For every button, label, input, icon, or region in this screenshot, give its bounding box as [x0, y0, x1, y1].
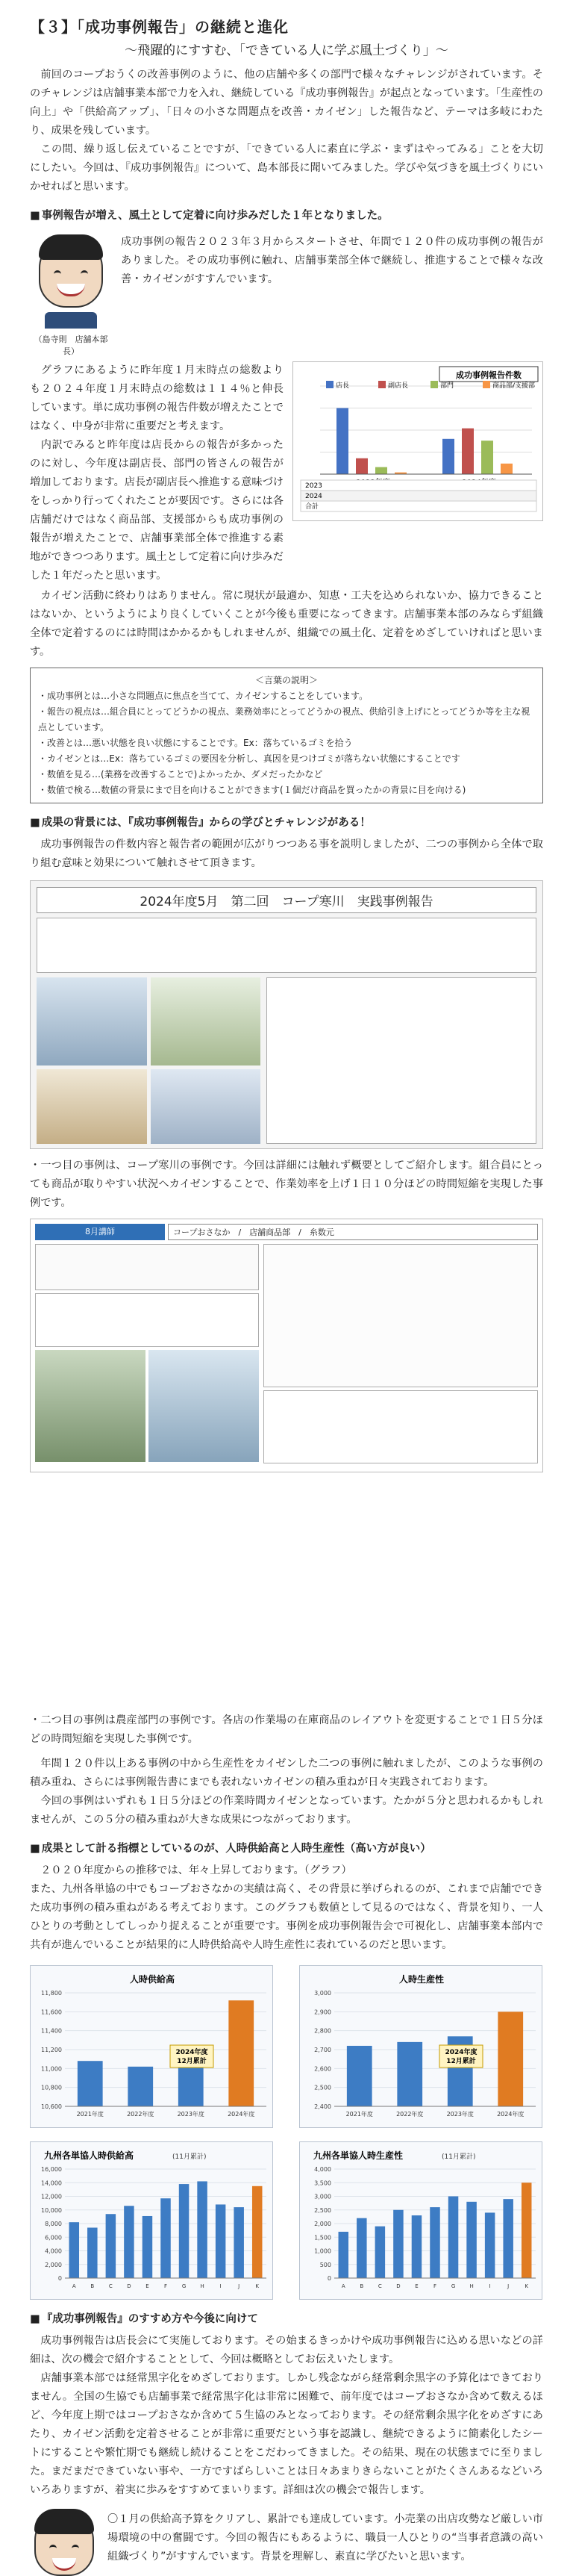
chart-bar — [336, 408, 348, 475]
kyushu-sales-per-hour-chart — [30, 2141, 273, 2300]
y-tick-label: 11,000 — [41, 2065, 62, 2073]
manager-name: （島寺則 店舗本部長） — [34, 335, 108, 356]
x-tick-label: G — [451, 2283, 456, 2289]
case-sheet-steps — [35, 1293, 259, 1347]
chart-title: 人時生産性 — [399, 1974, 445, 1985]
table-row-label: 合計 — [305, 503, 319, 511]
case-sheet-results — [263, 1244, 538, 1387]
section1-text-3: 内訳でみると昨年度は店長からの報告が多かったのに対し、今年度は副店長、部門の皆さんの報告が増加しております。店長が副店長へ推進する意味づけをしっかり行ってくれたことが要因です。さらには各店舗だけではなく商品部、支援部からも成功事例の報告が増えたことで、店舗事業部全体で推進する素地ができつつあります。風土として定着に向け歩みだした１年だったと思います。 — [30, 439, 284, 582]
y-tick-label: 4,000 — [45, 2247, 62, 2255]
glossary-line: ・数値を見る…(業務を改善することで)よかったか、ダメだったかなど — [38, 769, 323, 780]
x-tick-label: F — [163, 2283, 168, 2289]
chart-bar — [234, 2207, 244, 2278]
chart-bar — [498, 2012, 523, 2106]
report-photo-grid — [37, 977, 260, 1144]
legend-label: 店長 — [336, 382, 350, 390]
x-tick-label: D — [127, 2283, 131, 2289]
x-tick-label: H — [200, 2283, 204, 2289]
section1-text-4: カイゼン活動に終わりはありません。常に現状が最適か、知恵・工夫を込められないか、協力できることはないか、というようにより良くしていくことが今後も重要になってきます。店舗事業本部のみならず組織全体で定着するのには時間はかかるかもしれませんが、組織での風土化、定着をめざしていければと思います。 — [30, 590, 543, 658]
chart-bar — [347, 2046, 372, 2106]
chart-bar — [128, 2067, 153, 2106]
manager-face-illustration — [39, 236, 103, 308]
y-tick-label: 2,000 — [45, 2261, 62, 2268]
closing-note — [30, 2510, 543, 2576]
y-tick-label: 11,200 — [41, 2047, 62, 2053]
case-sheet-left — [35, 1244, 259, 1463]
case-sheet-numbers — [263, 1390, 538, 1463]
section1-left-text — [30, 361, 284, 585]
section3-heading-text: 成果として計る指標としているのが、人時供給高と人時生産性（高い方が良い） — [41, 1843, 431, 1855]
x-tick-label: 2024年度 — [497, 2111, 525, 2118]
store-photo-2 — [151, 977, 261, 1065]
x-tick-label: E — [415, 2283, 419, 2289]
x-tick-label: C — [108, 2283, 113, 2289]
chart-bar — [412, 2215, 422, 2278]
chart-bar — [522, 2183, 532, 2278]
y-tick-label: 10,800 — [41, 2084, 62, 2091]
section1-heading-text: 事例報告が増え、風土として定着に向け歩みだした１年となりました。 — [41, 210, 389, 222]
chart-bar — [178, 2065, 204, 2106]
y-tick-label: 6,000 — [45, 2234, 62, 2241]
annotation-text: 2024年度 — [445, 2049, 478, 2056]
glossary-line: ・報告の視点は…組合員にとってどうかの視点、業務効率にとってどうかの視点、供給引き上げにとってどうか等を主な視点としています。 — [38, 706, 530, 732]
x-tick-label: 2023年度 — [446, 2111, 474, 2118]
y-tick-label: 2,500 — [314, 2084, 331, 2091]
x-tick-label: I — [489, 2283, 491, 2289]
case-sheet-overview — [35, 1244, 259, 1290]
legend-swatch — [378, 381, 386, 388]
closing-text: 〇１月の供給高予算をクリアし、累計でも達成しています。小売業の出店攻勢など厳しい市場環境の中の奮闘です。今回の報告にもあるように、職員一人ひとりの“当事者意識の高い組織づくり”がすすんでいます。背景を理解し、素直に学びたいと思います。 — [107, 2513, 543, 2563]
y-tick-label: 2,500 — [314, 2206, 331, 2214]
glossary-lines — [38, 688, 535, 798]
x-tick-label: J — [507, 2283, 510, 2289]
chart-title: 成功事例報告件数 — [456, 370, 522, 380]
section1-body — [30, 361, 543, 585]
y-tick-label: 0 — [57, 2275, 62, 2282]
y-tick-label: 12,000 — [41, 2193, 62, 2200]
y-tick-label: 4,000 — [314, 2166, 331, 2173]
y-tick-label: 2,900 — [314, 2009, 331, 2016]
chart-bar — [124, 2206, 134, 2278]
case-sheet-body — [35, 1244, 538, 1463]
y-tick-label: 3,500 — [314, 2180, 331, 2187]
chart-bar — [375, 467, 387, 474]
chart-bar — [393, 2210, 404, 2278]
chart-bar — [442, 439, 454, 474]
report-content — [37, 918, 536, 973]
case-sheet-tab: 8月講師 — [35, 1224, 165, 1240]
chart-bar — [160, 2198, 171, 2278]
store-photo-3 — [37, 1069, 147, 1144]
y-tick-label: 2,000 — [314, 2221, 331, 2227]
mascot-illustration — [30, 2510, 98, 2576]
glossary-line: ・改善とは…悪い状態を良い状態にすることです。Ex：落ちているゴミを拾う — [38, 738, 353, 748]
legend-label: 商品部/支援部 — [492, 382, 536, 390]
section2-heading-text: 成果の背景には、『成功事例報告』からの学びとチャレンジがある！ — [41, 817, 371, 829]
glossary-line: ・成功事例とは…小さな問題点に焦点を当てて、カイゼンすることをしています。 — [38, 691, 369, 701]
chart-bar — [397, 2042, 422, 2106]
section2-text-2: 年間１２０件以上ある事例の中から生産性をカイゼンした二つの事例に触れましたが、このような事例の積み重ね、さらには事例報告書にまでも表れないカイゼンの積み重ねが日々実践されております。 今回の事例はいずれも１日５分ほどの作業時間カイゼンとなっています。たかが５分と思われるかもしれませんが、この５分の積み重ねが大きな成果につながっております。 — [30, 1758, 544, 1826]
store-photo-1 — [37, 977, 147, 1065]
report-summary-table — [37, 918, 536, 973]
after-photo — [148, 1350, 259, 1462]
y-tick-label: 14,000 — [41, 2180, 62, 2187]
before-photo — [35, 1350, 145, 1462]
page-subtitle: ～飛躍的にすすむ、「できている人に学ぶ風土づくり」～ — [125, 43, 448, 58]
y-tick-label: 10,600 — [41, 2103, 62, 2110]
x-tick-label: I — [219, 2283, 222, 2289]
x-tick-label: E — [145, 2283, 149, 2289]
section1-top — [30, 228, 543, 357]
section4-heading — [30, 2310, 543, 2326]
kyushu-productivity-chart — [299, 2141, 542, 2300]
y-tick-label: 10,000 — [41, 2206, 62, 2214]
glossary-title: ＜言葉の説明＞ — [254, 675, 318, 685]
chart-bar — [143, 2216, 153, 2278]
y-tick-label: 1,000 — [314, 2247, 331, 2255]
glossary-line: ・数値で検る…数値の背景にまで目を向けることができます(１個だけ商品を買ったかの背景に目を向ける) — [38, 785, 466, 795]
legend-label: 副店長 — [388, 382, 409, 390]
chart-bar — [356, 458, 368, 474]
chart-bar — [466, 2202, 477, 2278]
chart-bar — [481, 441, 493, 474]
section1-text-2: グラフにあるように昨年度１月末時点の総数よりも２０２４年度１月末時点の総数は１１４％と伸長しています。単に成功事例の報告件数が増えたことではなく、中身が非常に重要だと考えます。 — [30, 364, 284, 432]
case-sheet-title: コープおさなか / 店舗商品部 / 糸数元 — [168, 1224, 538, 1240]
chart-bar — [252, 2186, 263, 2278]
case-sheet-screenshot — [30, 1219, 543, 1472]
intro-text: 前回のコープおうくの改善事例のように、他の店舗や多くの部門で様々なチャレンジがされています。そのチャレンジは店舗事業本部で力を入れ、継続している『成功事例報告』が起点となっています。「生産性の向上」や「供給高アップ」、「日々の小さな問題点を改善・カイゼン」した報告など、テーマは多岐にわたり、成果を残しています。 この間、繰り返し伝えていることですが、「できている人に素直に学ぶ・まずはやってみる」ことを大切にしたい。今回は、『成功事例報告』について、島本部長に聞いてみました。学びや気づきを風土づくりにいかせればと思います。 — [30, 69, 543, 193]
x-tick-label: 2024年度 — [228, 2111, 255, 2118]
report-count-chart — [292, 361, 543, 521]
chart-title: 人時供給高 — [130, 1974, 175, 1985]
page-title: 【３】「成功事例報告」の継続と進化 — [30, 18, 289, 36]
section2-text-1: 成功事例報告の件数内容と報告者の範囲が広がりつつある事を説明しましたが、二つの事例から全体で取り組む意味と効果について触れさせて頂きます。 — [30, 839, 543, 869]
productivity-charts — [30, 1965, 543, 2300]
section3-text: ２０２０年度からの推移では、年々上昇しております。（グラフ） また、九州各単協の中でもコープおさなかの実績は高く、その背景に挙げられるのが、これまで店舗でできた成功事例の積み重ねがある考えております。このグラフも数値として見るのではなく、背景を知り、一人ひとりの考動としてしっかり捉えることが重要です。事例を成功事例報告会で可視化し、店舗事業本部内で共有が進んでいることが結果的に人時供給高や人時生産性に表れているのだと思います。 — [30, 1864, 543, 1951]
y-tick-label: 11,800 — [41, 1990, 62, 1997]
report-notes — [266, 977, 536, 1144]
glossary-line: ・カイゼンとは…Ex：落ちているゴミの要因を分析し、真因を見つけゴミが落ちない状態にすることです — [38, 753, 460, 764]
chart-title: 九州各単協人時供給高 — [44, 2150, 134, 2161]
chart-bar — [357, 2218, 367, 2278]
x-tick-label: H — [469, 2283, 474, 2289]
x-tick-label: A — [341, 2283, 345, 2289]
x-tick-label: D — [396, 2283, 401, 2289]
x-tick-label: 2021年度 — [345, 2111, 373, 2118]
legend-swatch — [483, 381, 490, 388]
table-row — [301, 491, 536, 501]
chart-bar — [69, 2222, 80, 2278]
chart-bar — [503, 2199, 513, 2278]
chart-unit: (11月累計) — [442, 2153, 476, 2161]
chart-bar — [216, 2204, 226, 2278]
annotation-text: 12月累計 — [177, 2058, 207, 2065]
x-tick-label: J — [238, 2283, 240, 2289]
y-tick-label: 3,000 — [314, 2193, 331, 2200]
y-tick-label: 1,500 — [314, 2234, 331, 2241]
y-tick-label: 2,400 — [314, 2103, 331, 2110]
section4-text-1: 成功事例報告は店長会にて実施しております。その始まるきっかけや成功事例報告に込める思いなどの詳細は、次の機会で紹介することとして、今回は概略としてお伝えいたします。 — [30, 2335, 543, 2365]
x-tick-label: 2022年度 — [127, 2111, 154, 2118]
y-tick-label: 500 — [319, 2261, 331, 2268]
section3-heading — [30, 1840, 543, 1855]
chart-bar — [462, 429, 474, 474]
x-tick-label: 2023年度 — [177, 2111, 204, 2118]
chart-bar — [228, 2000, 254, 2106]
table-row-label: 2024 — [305, 493, 322, 500]
manager-portrait — [30, 228, 112, 357]
chart-bar — [339, 2232, 349, 2278]
x-tick-label: A — [72, 2283, 76, 2289]
report-title: 2024年度5月 第二回 コープ寒川 実践事例報告 — [37, 887, 536, 913]
chart-bar — [179, 2184, 190, 2278]
section2-heading — [30, 814, 543, 830]
x-tick-label: B — [90, 2283, 95, 2289]
before-after-photos — [35, 1350, 259, 1462]
case-sheet-header — [35, 1224, 538, 1240]
x-tick-label: K — [255, 2283, 260, 2289]
store-photo-4 — [151, 1069, 261, 1144]
report-photos — [37, 977, 536, 1144]
y-tick-label: 2,700 — [314, 2047, 331, 2053]
x-tick-label: 2021年度 — [76, 2111, 104, 2118]
productivity-per-hour-chart — [299, 1965, 542, 2128]
table-row-label: 2023 — [305, 482, 322, 490]
section1-text-1: 成功事例の報告２０２３年３月からスタートさせ、年間で１２０件の成功事例の報告がありました。その成功事例に触れ、店舗事業部全体で継続し、推進することで様々な改善・カイゼンがすすんでいます。 — [121, 236, 543, 285]
annotation-text: 12月累計 — [446, 2058, 476, 2065]
y-tick-label: 11,600 — [41, 2009, 62, 2016]
legend-label: 部門 — [440, 382, 454, 390]
section4-text-2: 店舗事業本部では経常黒字化をめざしております。しかし残念ながら経常剰余黒字の予算化はできておりません。全国の生協でも店舗事業で経常黒字化は非常に困難で、前年度ではコープおさなか含めて数えるほど、今年度上期ではコープおさなか含めて５生協のみとなっております。その経常剰余黒字化をめざすにあたり、カイゼン活動を定着させることが非常に重要だという事を認識し、継続できるように簡素化したシートにすることや繁忙期でも継続し続けることをこだわってきました。その結果、現在の状態までに至りました。まだまだできていない事や、一方ですばらしいことは日々あまりきらないことがたくさんあるなどいろいろありますが、着実に歩みをすすめてまいります。詳細は次の機会で報告します。 — [30, 2372, 543, 2496]
case1-caption: ・一つ目の事例は、コープ寒川の事例です。今回は詳細には触れず概要としてご紹介します。組合員にとっても商品が取りやすい状況へカイゼンすることで、作業効率を上げ１日１０分ほどの時間短縮を実現した事例です。 — [30, 1160, 543, 1209]
sales-per-hour-chart — [30, 1965, 273, 2128]
x-tick-label: K — [525, 2283, 529, 2289]
table-row — [301, 501, 536, 511]
section1-heading — [30, 207, 543, 223]
chart-bar — [78, 2061, 103, 2106]
x-tick-label: 2022年度 — [396, 2111, 424, 2118]
y-tick-label: 2,600 — [314, 2065, 331, 2073]
chart-bar — [448, 2197, 459, 2279]
y-tick-label: 3,000 — [314, 1990, 331, 1997]
legend-swatch — [326, 381, 334, 388]
chart-unit: (11月累計) — [172, 2153, 207, 2161]
annotation-text: 2024年度 — [175, 2049, 208, 2056]
case2-caption: ・二つ目の事例は農産部門の事例です。各店の作業場の在庫商品のレイアウトを変更することで１日５分ほどの時間短縮を実現した事例です。 — [30, 1714, 543, 1745]
chart-title: 九州各単協人時生産性 — [313, 2150, 404, 2161]
y-tick-label: 2,800 — [314, 2027, 331, 2035]
chart-bar — [87, 2227, 97, 2278]
x-tick-label: G — [181, 2283, 187, 2289]
chart-bar — [501, 464, 513, 474]
chart-bar — [430, 2207, 440, 2278]
y-tick-label: 8,000 — [45, 2221, 62, 2227]
case-sheet-spacer — [30, 1472, 543, 1711]
chart-bar — [106, 2214, 116, 2278]
suit-illustration — [45, 312, 97, 329]
y-tick-label: 0 — [327, 2275, 331, 2282]
glossary-box — [30, 668, 543, 803]
x-tick-label: F — [433, 2283, 437, 2289]
case-sheet-right — [263, 1244, 538, 1463]
legend-swatch — [430, 381, 438, 388]
x-tick-label: B — [360, 2283, 364, 2289]
y-tick-label: 16,000 — [41, 2166, 62, 2173]
y-tick-label: 11,400 — [41, 2027, 62, 2035]
section4-heading-text: 『成功事例報告』のすすめ方や今後に向けて — [41, 2313, 258, 2325]
chart-bar — [485, 2212, 495, 2278]
mascot-face — [34, 2510, 94, 2576]
table-row — [301, 480, 536, 491]
chart-bar — [375, 2227, 386, 2278]
report-screenshot — [30, 880, 543, 1149]
x-tick-label: C — [378, 2283, 382, 2289]
chart-bar — [197, 2181, 207, 2278]
